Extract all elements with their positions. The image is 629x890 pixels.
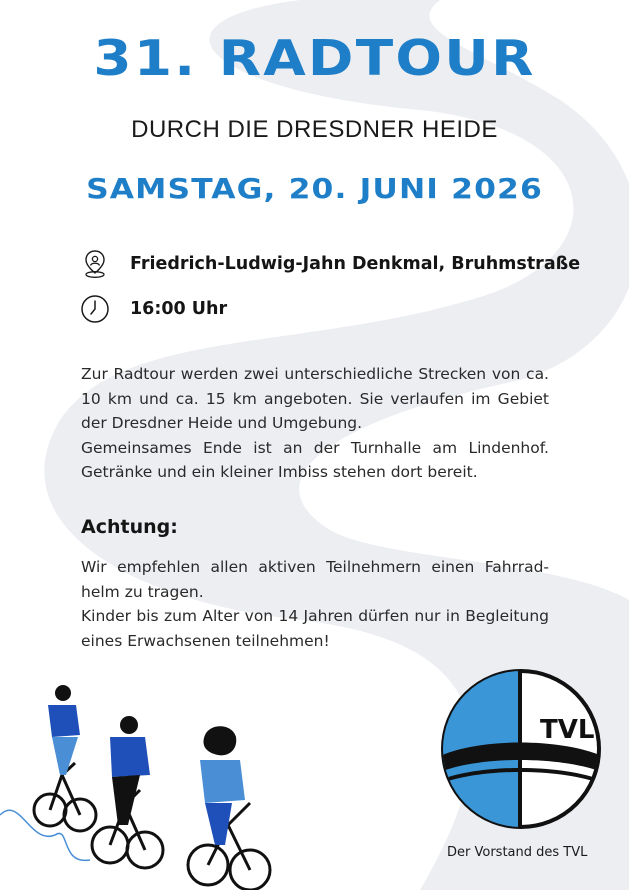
event-subtitle: DURCH DIE DRESDNER HEIDE <box>131 116 498 143</box>
notice-heading: Achtung: <box>81 516 178 538</box>
cyclists-illustration <box>0 675 290 890</box>
notice-paragraph-1: Wir empfehlen allen aktiven Teilnehmern einen Fahrrad-helm zu tragen. <box>81 558 549 601</box>
location-pin-icon <box>80 249 110 279</box>
description-block <box>81 362 549 485</box>
event-title: 31. RADTOUR <box>93 30 536 87</box>
notice-paragraph-2: Kinder bis zum Alter von 14 Jahren dürfen nur in Begleitung eines Erwachsenen teilnehmen! <box>81 607 549 650</box>
tvl-logo <box>440 668 602 830</box>
time-row <box>80 294 227 324</box>
location-row <box>80 249 580 279</box>
clock-icon <box>80 294 110 324</box>
event-date: SAMSTAG, 20. JUNI 2026 <box>86 172 543 205</box>
description-paragraph-1: Zur Radtour werden zwei unterschiedliche Strecken von ca. 10 km und ca. 15 km angeboten. Sie verlaufen im Gebiet der Dresdner Heide und Umgebung. <box>81 365 549 432</box>
notice-block <box>81 555 549 653</box>
description-paragraph-2: Gemeinsames Ende ist an der Turnhalle am Lindenhof. Getränke und ein kleiner Imbiss stehen dort bereit. <box>81 438 549 481</box>
location-text: Friedrich-Ludwig-Jahn Denkmal, Bruhmstraße <box>130 254 581 274</box>
time-text: 16:00 Uhr <box>130 299 228 319</box>
signature-text: Der Vorstand des TVL <box>447 845 588 860</box>
logo-text: TVL <box>540 715 595 745</box>
